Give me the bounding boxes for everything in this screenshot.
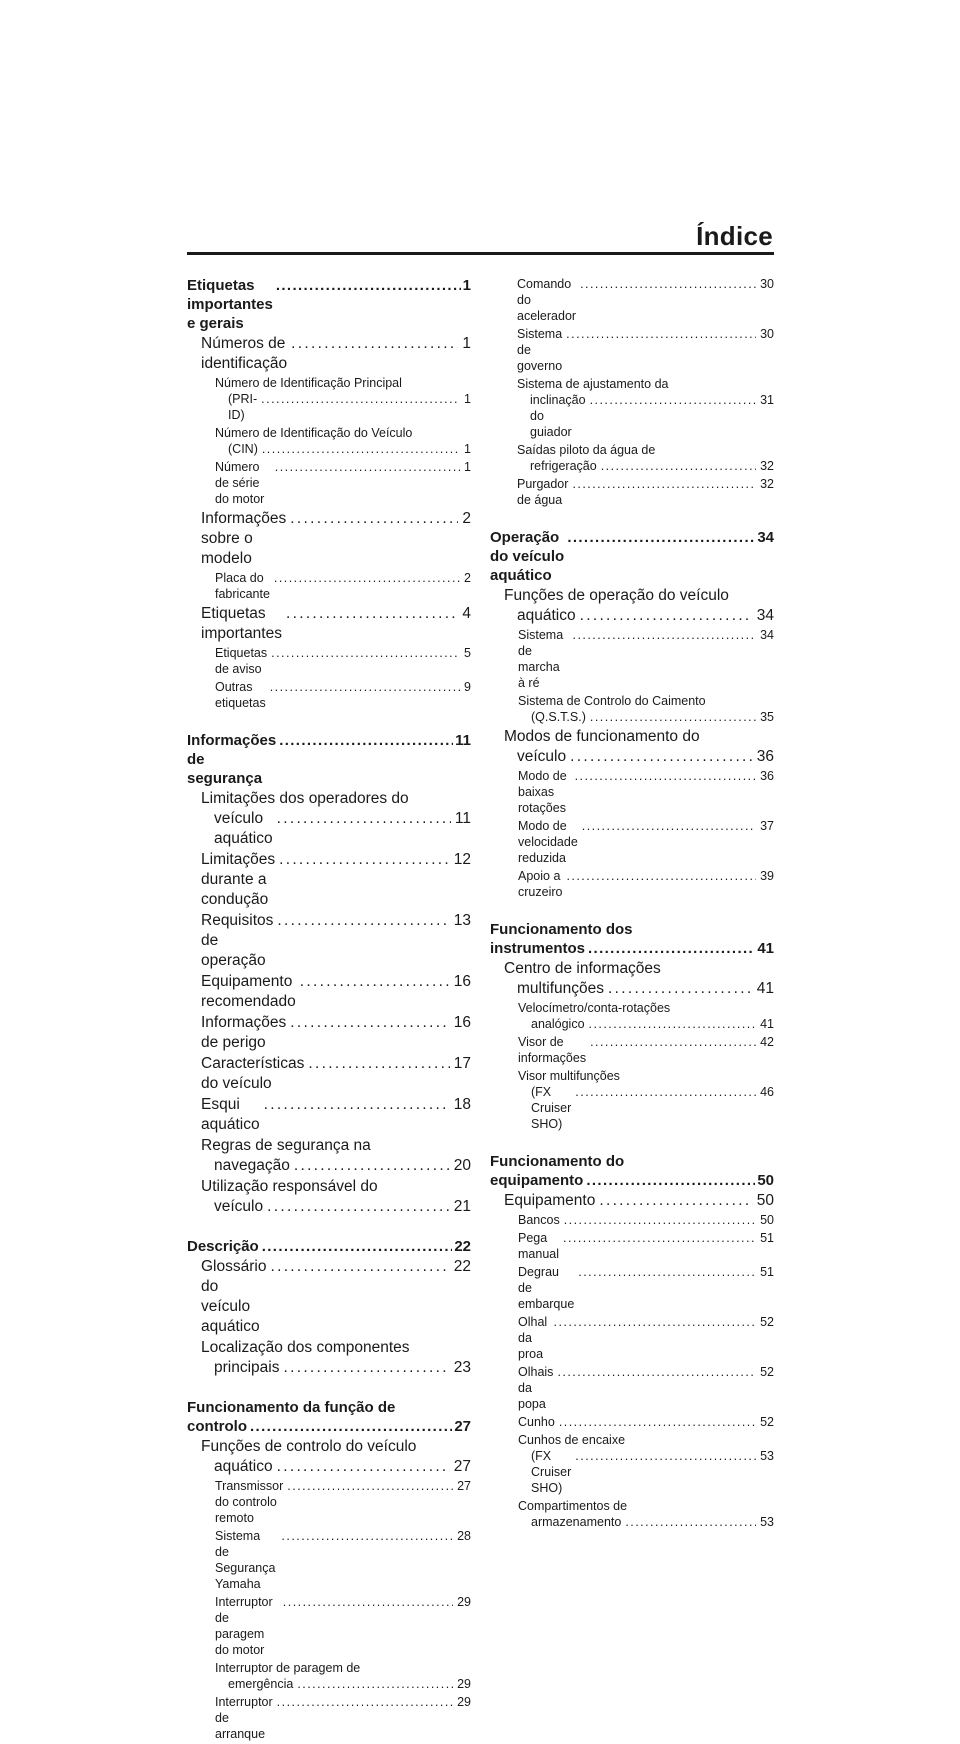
- toc-page-number: 30: [760, 277, 774, 291]
- toc-dot-leader: [290, 1013, 449, 1033]
- toc-dot-leader: [294, 1156, 450, 1176]
- toc-page-number: 16: [453, 1014, 471, 1031]
- toc-subentry[interactable]: [187, 645, 471, 677]
- toc-entry-title: (FX Cruiser SHO): [531, 1085, 572, 1131]
- toc-entry-title: Características do veículo: [201, 1055, 305, 1092]
- page-title: Índice: [696, 221, 773, 251]
- toc-entry[interactable]: [187, 1257, 471, 1337]
- toc-entry[interactable]: [187, 850, 471, 910]
- toc-page-number: 31: [760, 393, 774, 407]
- toc-dot-leader: [250, 1417, 452, 1436]
- toc-entry-title: Números de identificação: [201, 335, 288, 372]
- toc-entry[interactable]: [187, 509, 471, 569]
- toc-dot-leader: [566, 326, 756, 342]
- toc-entry-title: Bancos: [518, 1213, 560, 1227]
- toc-subentry[interactable]: [187, 391, 471, 423]
- toc-dot-leader: [567, 528, 755, 547]
- toc-page-number: 13: [453, 912, 471, 929]
- toc-entry-title: (FX Cruiser SHO): [531, 1449, 572, 1495]
- toc-page-number: 41: [757, 940, 774, 957]
- toc-entry-title: inclinação do guiador: [530, 393, 586, 439]
- toc-page-number: 1: [464, 392, 471, 406]
- toc-page-number: 2: [462, 510, 471, 527]
- toc-entry-title: Apoio a cruzeiro: [518, 869, 563, 899]
- toc-dot-leader: [277, 1694, 453, 1710]
- toc-section: [490, 920, 774, 1132]
- toc-page-number: 2: [464, 571, 471, 585]
- toc-page-number: 11: [455, 732, 471, 749]
- toc-dot-leader: [573, 627, 757, 643]
- toc-dot-leader: [575, 768, 757, 784]
- toc-entry-title: Equipamento recomendado: [201, 973, 296, 1010]
- toc-entry-title: veículo: [517, 748, 567, 765]
- toc-entry-title: analógico: [531, 1017, 585, 1031]
- toc-page-number: 46: [760, 1085, 774, 1099]
- toc-entry-title: aquático: [214, 1458, 273, 1475]
- toc-page-number: 37: [760, 819, 774, 833]
- toc-dot-leader: [291, 334, 458, 354]
- toc-entry-title: (Q.S.T.S.): [531, 710, 586, 724]
- toc-dot-leader: [261, 391, 460, 407]
- toc-entry-title: Sistema de marcha à ré: [518, 628, 564, 690]
- toc-entry[interactable]: [490, 979, 774, 999]
- toc-page-number: 1: [464, 460, 471, 474]
- toc-subentry-line[interactable]: Sistema de ajustamento da: [517, 377, 669, 391]
- toc-entry[interactable]: [187, 1457, 471, 1477]
- toc-section: [187, 1237, 471, 1378]
- toc-subentry[interactable]: [187, 679, 471, 711]
- toc-entry-title: Comando do acelerador: [517, 277, 577, 323]
- toc-subentry[interactable]: [490, 458, 774, 474]
- toc-entry-title: Número de série do motor: [215, 460, 265, 506]
- toc-entry-title: Descrição: [187, 1238, 259, 1255]
- toc-page-number: 52: [760, 1415, 774, 1429]
- toc-dot-leader: [277, 809, 451, 829]
- toc-dot-leader: [590, 1034, 756, 1050]
- toc-subentry[interactable]: [490, 1514, 774, 1530]
- toc-entry[interactable]: [187, 604, 471, 644]
- toc-dot-leader: [281, 1528, 453, 1544]
- toc-dot-leader: [279, 731, 453, 750]
- toc-dot-leader: [283, 1358, 449, 1378]
- toc-subentry-line[interactable]: Saídas piloto da água de: [517, 443, 656, 457]
- toc-chapter-line[interactable]: Funcionamento da função de: [187, 1399, 396, 1416]
- toc-dot-leader: [554, 1314, 757, 1330]
- toc-section: [490, 528, 774, 900]
- toc-entry[interactable]: [187, 1013, 471, 1053]
- toc-dot-leader: [589, 1016, 757, 1032]
- toc-entry-line[interactable]: Funções de controlo do veículo: [201, 1438, 417, 1455]
- toc-dot-leader: [625, 1514, 756, 1530]
- toc-subentry[interactable]: [490, 1314, 774, 1362]
- toc-entry-title: Sistema de Segurança Yamaha: [215, 1529, 276, 1591]
- toc-entry-title: Olhal da proa: [518, 1315, 548, 1361]
- toc-page-number: 5: [464, 646, 471, 660]
- toc-page-number: 32: [760, 459, 774, 473]
- toc-subentry[interactable]: [490, 1084, 774, 1132]
- toc-entry-title: Visor de informações: [518, 1035, 587, 1065]
- toc-entry-line[interactable]: Centro de informações: [504, 960, 661, 977]
- toc-subentry-line[interactable]: Interruptor de paragem de: [215, 1661, 361, 1675]
- toc-dot-leader: [277, 1457, 450, 1477]
- toc-chapter-entry[interactable]: [490, 1171, 774, 1190]
- toc-page-number: 18: [453, 1096, 471, 1113]
- toc-entry-title: Limitações durante a condução: [201, 851, 276, 908]
- toc-dot-leader: [566, 868, 756, 884]
- toc-entry-line[interactable]: Funções de operação do veículo: [504, 587, 729, 604]
- toc-page-number: 53: [760, 1515, 774, 1529]
- toc-dot-leader: [588, 939, 755, 958]
- toc-entry-line[interactable]: Localização dos componentes: [201, 1339, 410, 1356]
- toc-left-column: [187, 276, 471, 1744]
- toc-dot-leader: [575, 1084, 756, 1100]
- toc-dot-leader: [262, 441, 460, 457]
- toc-entry-title: controlo: [187, 1418, 247, 1435]
- toc-page-number: 35: [760, 710, 774, 724]
- toc-entry-title: Requisitos de operação: [201, 912, 274, 969]
- toc-subentry[interactable]: [490, 1230, 774, 1262]
- toc-page-number: 50: [757, 1172, 774, 1189]
- toc-subentry[interactable]: [490, 1212, 774, 1228]
- toc-page-number: 30: [760, 327, 774, 341]
- toc-entry-title: armazenamento: [531, 1515, 622, 1529]
- toc-dot-leader: [570, 747, 753, 767]
- toc-dot-leader: [297, 1676, 453, 1692]
- toc-entry[interactable]: [490, 606, 774, 626]
- toc-entry-title: Glossário do veículo aquático: [201, 1258, 267, 1335]
- toc-dot-leader: [267, 1197, 450, 1217]
- toc-page-number: 53: [760, 1449, 774, 1463]
- toc-entry-title: Cunho: [518, 1415, 555, 1429]
- toc-entry-title: Transmissor do controlo remoto: [215, 1479, 284, 1525]
- toc-subentry-line[interactable]: Número de Identificação Principal: [215, 376, 402, 390]
- toc-right-column: [490, 276, 774, 1532]
- toc-entry-title: Etiquetas de aviso: [215, 646, 268, 676]
- toc-subentry[interactable]: [490, 868, 774, 900]
- toc-page-number: 34: [757, 529, 774, 546]
- toc-chapter-line[interactable]: Funcionamento do: [490, 1153, 625, 1170]
- toc-dot-leader: [290, 509, 458, 529]
- toc-chapter-entry[interactable]: [490, 939, 774, 958]
- toc-entry[interactable]: [187, 1095, 471, 1135]
- toc-entry-title: Esqui aquático: [201, 1096, 260, 1133]
- toc-subentry[interactable]: [490, 709, 774, 725]
- toc-section: [187, 731, 471, 1217]
- toc-chapter-entry[interactable]: [187, 1237, 471, 1256]
- toc-subentry[interactable]: [490, 1016, 774, 1032]
- toc-entry-title: Purgador de água: [517, 477, 569, 507]
- toc-dot-leader: [276, 276, 461, 295]
- toc-subentry[interactable]: [490, 1364, 774, 1412]
- toc-page-number: 1: [464, 442, 471, 456]
- toc-entry[interactable]: [187, 1197, 471, 1217]
- toc-dot-leader: [270, 679, 460, 695]
- toc-page-number: 22: [454, 1238, 471, 1255]
- toc-subentry[interactable]: [490, 627, 774, 691]
- toc-entry-title: (PRI-ID): [228, 392, 258, 422]
- toc-section: [187, 276, 471, 711]
- toc-subentry[interactable]: [187, 1676, 471, 1692]
- toc-entry[interactable]: [187, 809, 471, 849]
- toc-subentry[interactable]: [187, 570, 471, 602]
- toc-page-number: 32: [760, 477, 774, 491]
- toc-dot-leader: [608, 979, 753, 999]
- title-rule: [187, 252, 774, 255]
- toc-subentry[interactable]: [187, 459, 471, 507]
- toc-chapter-entry[interactable]: [187, 276, 471, 333]
- toc-dot-leader: [286, 604, 458, 624]
- toc-entry-title: Outras etiquetas: [215, 680, 266, 710]
- toc-dot-leader: [572, 476, 756, 492]
- toc-entry-title: Olhais da popa: [518, 1365, 554, 1411]
- toc-page-number: 21: [453, 1198, 471, 1215]
- toc-subentry[interactable]: [490, 1414, 774, 1430]
- toc-page-number: 11: [454, 810, 471, 827]
- toc-entry-line[interactable]: Utilização responsável do: [201, 1178, 378, 1195]
- toc-subentry[interactable]: [187, 1594, 471, 1658]
- toc-page-number: 20: [453, 1157, 471, 1174]
- toc-section: [490, 1152, 774, 1530]
- toc-subentry[interactable]: [490, 276, 774, 324]
- toc-entry[interactable]: [187, 972, 471, 1012]
- toc-subentry[interactable]: [187, 1478, 471, 1526]
- toc-page-number: 29: [457, 1595, 471, 1609]
- toc-dot-leader: [287, 1478, 453, 1494]
- toc-page-number: 42: [760, 1035, 774, 1049]
- toc-page-number: 27: [453, 1458, 471, 1475]
- toc-section: [490, 276, 774, 508]
- toc-dot-leader: [582, 818, 756, 834]
- toc-dot-leader: [557, 1364, 756, 1380]
- toc-entry[interactable]: [187, 911, 471, 971]
- toc-page-number: 52: [760, 1315, 774, 1329]
- toc-entry-title: Pega manual: [518, 1231, 559, 1261]
- toc-dot-leader: [590, 709, 756, 725]
- toc-entry-title: Informações sobre o modelo: [201, 510, 287, 567]
- toc-entry-title: Etiquetas importantes: [201, 605, 282, 642]
- toc-dot-leader: [578, 1264, 756, 1280]
- toc-subentry[interactable]: [187, 441, 471, 457]
- toc-subentry[interactable]: [490, 476, 774, 508]
- toc-page-number: 22: [453, 1258, 471, 1275]
- toc-dot-leader: [580, 606, 753, 626]
- toc-page-number: 12: [453, 851, 471, 868]
- toc-dot-leader: [580, 276, 756, 292]
- toc-subentry-line[interactable]: Visor multifunções: [518, 1069, 620, 1083]
- toc-subentry[interactable]: [490, 392, 774, 440]
- toc-entry-title: instrumentos: [490, 940, 586, 957]
- toc-entry[interactable]: [187, 1156, 471, 1176]
- toc-entry-title: Degrau de embarque: [518, 1265, 575, 1311]
- toc-entry-title: Equipamento: [504, 1192, 596, 1209]
- toc-page-number: 51: [760, 1231, 774, 1245]
- toc-page-number: 9: [464, 680, 471, 694]
- toc-entry[interactable]: [187, 334, 471, 374]
- toc-chapter-line[interactable]: Funcionamento dos: [490, 921, 633, 938]
- toc-entry-title: Informações de perigo: [201, 1014, 287, 1051]
- toc-subentry-line[interactable]: Cunhos de encaixe: [518, 1433, 626, 1447]
- toc-chapter-entry[interactable]: [187, 1417, 471, 1436]
- toc-page-number: 36: [760, 769, 774, 783]
- toc-dot-leader: [264, 1095, 450, 1115]
- toc-dot-leader: [563, 1230, 756, 1246]
- toc-entry-title: equipamento: [490, 1172, 584, 1189]
- toc-section: [187, 1398, 471, 1742]
- toc-entry-line[interactable]: Regras de segurança na: [201, 1137, 371, 1154]
- toc-dot-leader: [279, 850, 450, 870]
- toc-page-number: 29: [457, 1695, 471, 1709]
- toc-entry-title: navegação: [214, 1157, 290, 1174]
- toc-entry-title: Placa do fabricante: [215, 571, 270, 601]
- toc-dot-leader: [599, 1191, 752, 1211]
- toc-entry-title: aquático: [517, 607, 576, 624]
- toc-dot-leader: [300, 972, 450, 992]
- toc-chapter-entry[interactable]: [490, 528, 774, 585]
- toc-entry[interactable]: [187, 1358, 471, 1378]
- toc-entry[interactable]: [490, 747, 774, 767]
- toc-dot-leader: [590, 392, 757, 408]
- toc-entry-title: Modo de velocidade reduzida: [518, 819, 578, 865]
- toc-dot-leader: [274, 570, 460, 586]
- toc-entry-title: principais: [214, 1359, 280, 1376]
- toc-entry-title: Operação do veículo aquático: [490, 529, 565, 584]
- toc-entry-title: emergência: [228, 1677, 294, 1691]
- toc-page-number: 27: [457, 1479, 471, 1493]
- toc-dot-leader: [283, 1594, 453, 1610]
- toc-entry-title: veículo: [214, 1198, 264, 1215]
- toc-subentry[interactable]: [490, 326, 774, 374]
- toc-entry[interactable]: [490, 1191, 774, 1211]
- toc-entry-title: Etiquetas importantes e gerais: [187, 277, 273, 332]
- toc-entry-title: veículo aquático: [214, 810, 273, 847]
- toc-dot-leader: [601, 458, 756, 474]
- toc-page-number: 4: [462, 605, 471, 622]
- toc-page-number: 39: [760, 869, 774, 883]
- toc-page-number: 34: [760, 628, 774, 642]
- toc-subentry[interactable]: [490, 1264, 774, 1312]
- toc-entry-title: (CIN): [228, 442, 258, 456]
- toc-page-number: 52: [760, 1365, 774, 1379]
- toc-entry-title: refrigeração: [530, 459, 597, 473]
- toc-dot-leader: [271, 645, 460, 661]
- toc-page-number: 27: [454, 1418, 471, 1435]
- toc-subentry-line[interactable]: Número de Identificação do Veículo: [215, 426, 413, 440]
- toc-entry-line[interactable]: Modos de funcionamento do: [504, 728, 700, 745]
- toc-subentry[interactable]: [187, 1528, 471, 1592]
- toc-subentry[interactable]: [187, 1694, 471, 1742]
- toc-subentry[interactable]: [490, 1448, 774, 1496]
- toc-subentry[interactable]: [490, 1034, 774, 1066]
- toc-page-number: 51: [760, 1265, 774, 1279]
- toc-dot-leader: [275, 459, 460, 475]
- toc-page-number: 34: [756, 607, 774, 624]
- toc-subentry-line[interactable]: Compartimentos de: [518, 1499, 628, 1513]
- toc-page-number: 23: [453, 1359, 471, 1376]
- toc-entry-title: multifunções: [517, 980, 605, 997]
- toc-page-number: 1: [462, 335, 471, 352]
- toc-page-number: 29: [457, 1677, 471, 1691]
- toc-entry[interactable]: [187, 1054, 471, 1094]
- toc-page-number: 41: [760, 1017, 774, 1031]
- toc-page-number: 1: [462, 277, 471, 294]
- toc-dot-leader: [308, 1054, 449, 1074]
- toc-page-number: 17: [453, 1055, 471, 1072]
- toc-page-number: 36: [756, 748, 774, 765]
- toc-entry-title: Modo de baixas rotações: [518, 769, 567, 815]
- toc-page-number: 41: [756, 980, 774, 997]
- toc-entry-title: Informações de segurança: [187, 732, 277, 787]
- toc-dot-leader: [586, 1171, 755, 1190]
- toc-dot-leader: [559, 1414, 756, 1430]
- toc-dot-leader: [564, 1212, 756, 1228]
- toc-dot-leader: [575, 1448, 756, 1464]
- toc-entry-title: Interruptor de arranque: [215, 1695, 273, 1741]
- toc-entry-title: Sistema de governo: [517, 327, 563, 373]
- toc-subentry-line[interactable]: Velocímetro/conta-rotações: [518, 1001, 671, 1015]
- toc-entry-title: Interruptor de paragem do motor: [215, 1595, 273, 1657]
- toc-subentry[interactable]: [490, 768, 774, 816]
- toc-dot-leader: [270, 1257, 449, 1277]
- toc-page-number: 50: [756, 1192, 774, 1209]
- toc-page-number: 50: [760, 1213, 774, 1227]
- toc-subentry-line[interactable]: Sistema de Controlo do Caimento: [518, 694, 706, 708]
- toc-chapter-entry[interactable]: [187, 731, 471, 788]
- toc-subentry[interactable]: [490, 818, 774, 866]
- toc-page-number: 28: [457, 1529, 471, 1543]
- toc-dot-leader: [262, 1237, 453, 1256]
- toc-dot-leader: [277, 911, 449, 931]
- toc-entry-line[interactable]: Limitações dos operadores do: [201, 790, 409, 807]
- toc-page-number: 16: [453, 973, 471, 990]
